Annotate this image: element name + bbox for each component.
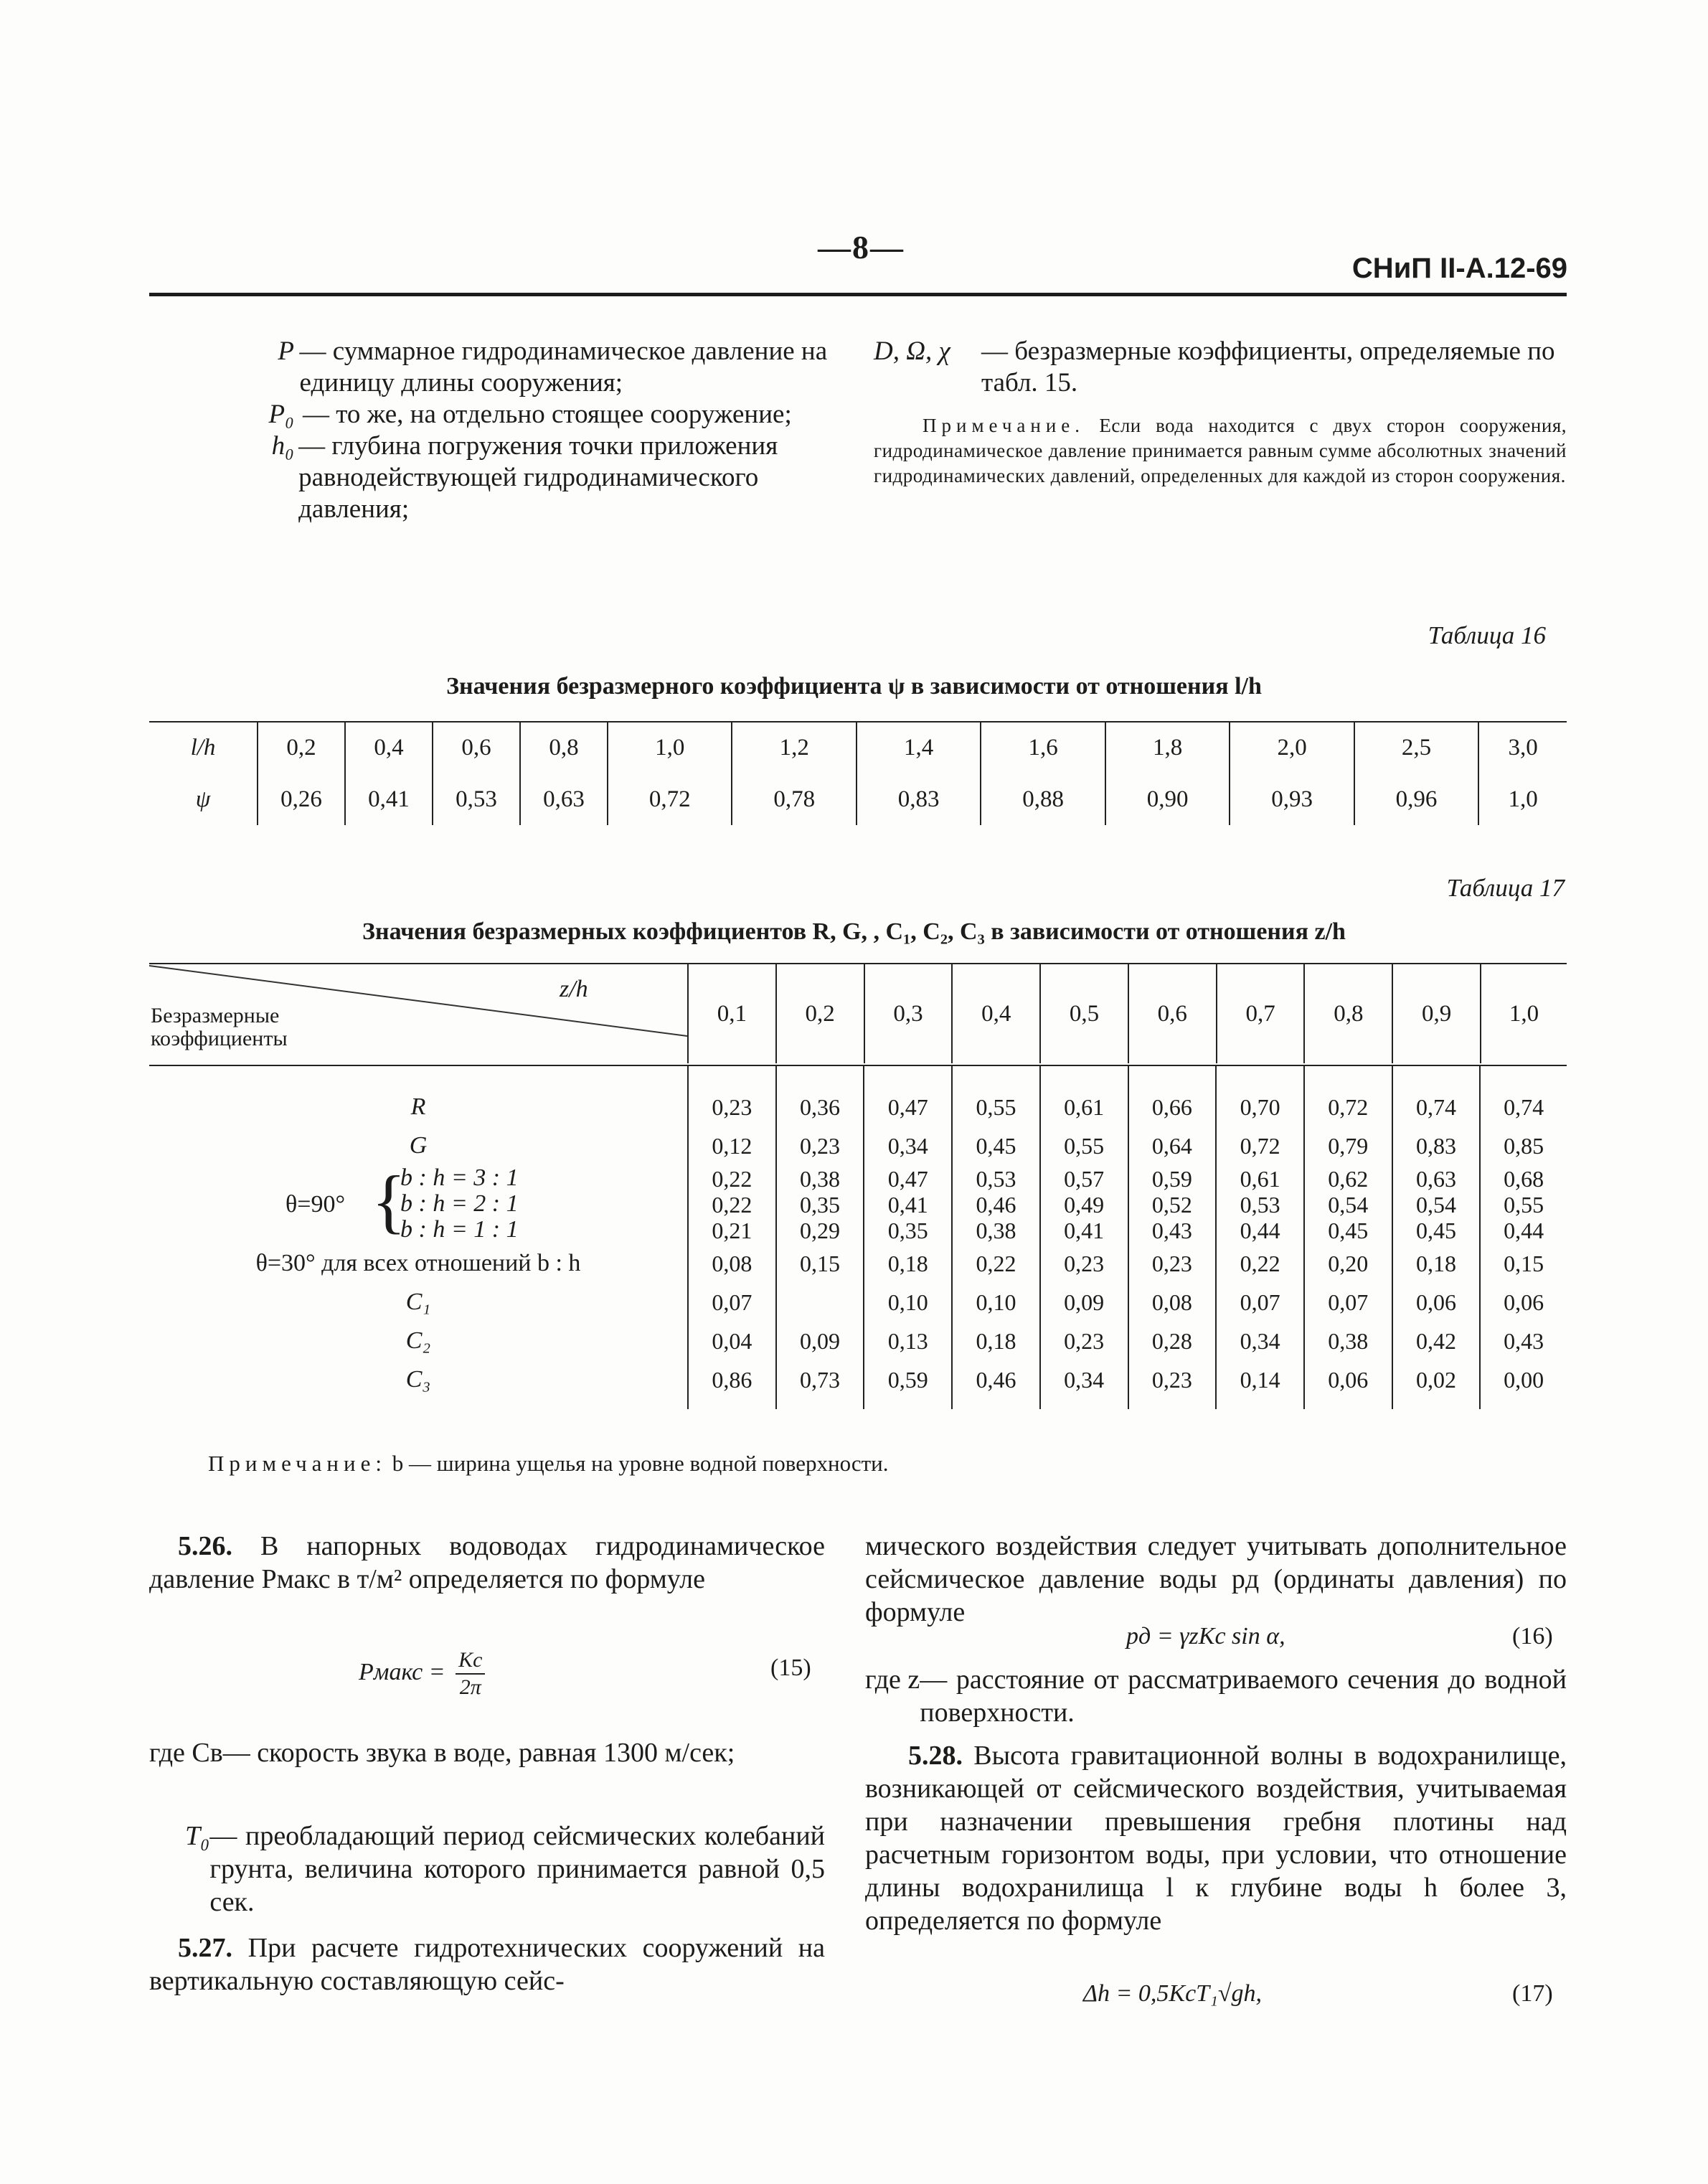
paragraph-5-27 [149,1931,825,1997]
table17-cell: 0,43 [1480,1322,1567,1360]
table17-cell-group: 0,68 0,55 0,44 [1480,1165,1567,1244]
section-number: 5.28. [908,1741,963,1771]
table16-cell: 0,78 [732,773,856,825]
table16-cell: 0,83 [857,773,981,825]
table17-brace: { [372,1161,406,1241]
table16-cell: 0,88 [981,773,1105,825]
definition-text: — глубина погружения точки приложения равнодействующей гидродинамического давления; [298,431,778,524]
table17-col-head: 0,6 [1128,964,1217,1063]
table17-row-heads [149,1088,687,1399]
table17-cell: 0,85 [1480,1126,1567,1165]
table17-cell: 0,45 [952,1126,1040,1165]
table17-body [687,1066,1567,1409]
page-number: —8— [818,229,905,265]
definition-text: — безразмерные коэффициенты, определяемые по табл. 15. [981,336,1555,397]
table16-cell: 1,8 [1105,722,1230,773]
equation-number-15: (15) [770,1655,811,1681]
table16-title: Значения безразмерного коэффициента ψ в зависимости от отношения l/h [446,673,1262,700]
table17-cell: 0,23 [1040,1244,1128,1283]
table17-col-head: 0,5 [1040,964,1128,1063]
definition-text: — то же, на отдельно стоящее сооружение; [303,400,792,429]
table17-cell: 0,83 [1392,1126,1481,1165]
table17-corner-bottom: Безразмерные коэффициенты [151,1004,288,1050]
table17-cell: 0,74 [1392,1088,1481,1126]
table17-col-head: 0,4 [952,964,1040,1063]
table17-cell: 0,34 [1216,1322,1304,1360]
table17-cell: 0,18 [864,1244,952,1283]
table17-cell-group: 0,62 0,54 0,45 [1304,1165,1392,1244]
table-row [688,1244,1567,1283]
table16-cell: 0,26 [258,773,345,825]
table17-cell: 0,55 [952,1088,1040,1126]
section-number: 5.27. [178,1933,232,1963]
paragraph-text: Высота гравитационной волны в водохранилище, возникающей от сейсмического воздействия, учитываемая при назначении превышения гребня плотины над расчетным горизонтом воды, при условии, что отношение длины водохранилища l к глубине воды h более 3, определяется по формуле [865,1741,1567,1936]
note-two-sides [874,413,1567,489]
table17-cell-group: 0,63 0,54 0,45 [1392,1165,1481,1244]
table17-cell: 0,23 [1128,1244,1217,1283]
paragraph-5-28 [865,1739,1567,1937]
table17-cell-group: 0,38 0,35 0,29 [776,1165,864,1244]
definition-symbol: где Cв [149,1738,223,1768]
document-code: СНиП II-А.12-69 [1351,253,1567,284]
table17-cell: 0,59 [864,1360,952,1399]
table17-cell-group: 0,61 0,53 0,44 [1216,1165,1304,1244]
table16-cell: 3,0 [1478,722,1567,773]
table17-cell: 0,09 [776,1322,864,1360]
table16-cell: 1,4 [857,722,981,773]
table16-cell: 0,90 [1105,773,1230,825]
table16-cell: 1,6 [981,722,1105,773]
table16 [149,721,1567,825]
table17-cell: 0,74 [1480,1088,1567,1126]
table17-theta90-subs [400,1165,519,1243]
table17-col-head: 0,1 [688,964,776,1063]
table17-cell: 0,02 [1392,1360,1481,1399]
definition-p [215,336,838,399]
table17-cell: 0,34 [864,1126,952,1165]
table16-cell: 1,0 [1478,773,1567,825]
definition-cv [149,1736,825,1769]
table17-col-head: 0,7 [1217,964,1305,1063]
paragraph-text: В напорных водоводах гидродинамическое давление Pмакс в т/м² определяется по формуле [149,1531,826,1594]
table16-cell: 2,0 [1230,722,1354,773]
definition-symbol: P₀ [268,400,294,429]
table17-cell-group: 0,47 0,41 0,35 [864,1165,952,1244]
table17-cell: 0,15 [776,1244,864,1283]
table17-sub-head: b : h = 3 : 1 [400,1164,519,1191]
table17-cell-group: 0,59 0,52 0,43 [1128,1165,1217,1244]
table17-cell-group: 0,53 0,46 0,38 [952,1165,1040,1244]
equation-number-17: (17) [1512,1980,1553,2007]
table17-cell: 0,23 [1040,1322,1128,1360]
table17-col-head: 0,3 [864,964,953,1063]
table17-cell: 0,22 [1216,1244,1304,1283]
table17-cell: 0,00 [1480,1360,1567,1399]
table16-cell: 1,2 [732,722,856,773]
table17-col-head: 0,8 [1304,964,1392,1063]
table17-cell: 0,23 [776,1126,864,1165]
table17-cell: 0,18 [952,1322,1040,1360]
table17-label: Таблица 17 [1446,874,1565,902]
table16-row-head: l/h [190,735,216,761]
definition-text: — преобладающий период сейсмических колебаний грунта, величина которого принимается равной 0,5 сек. [209,1821,826,1917]
formula-16: pд = γzKс sin α, [1126,1623,1285,1649]
formula-15 [359,1647,489,1700]
table17-col-head: 1,0 [1481,964,1567,1063]
definitions-right [874,336,1567,399]
table17-cell: 0,13 [864,1322,952,1360]
definition-text: — расстояние от рассматриваемого сечения до водной поверхности. [920,1665,1567,1728]
table17-row-head: θ=30° для всех отношений b : h [255,1250,581,1276]
table16-cell: 0,8 [520,722,608,773]
table16-cell: 0,93 [1230,773,1354,825]
definition-text: — скорость звука в воде, равная 1300 м/сек; [222,1738,735,1768]
table17-cell: 0,73 [776,1360,864,1399]
table17-cell: 0,10 [952,1283,1040,1322]
table16-cell: 0,6 [433,722,520,773]
section-number: 5.26. [178,1531,232,1561]
table-row [688,1283,1567,1322]
definition-symbol: T₀ [185,1821,210,1851]
table17-cell: 0,12 [688,1126,776,1165]
table16-cell: 0,41 [345,773,433,825]
definition-p0 [215,399,838,430]
table-row [688,1360,1567,1399]
table17-cell [776,1283,864,1322]
table17-row-head: C₁ [405,1289,431,1315]
table17-cell: 0,46 [952,1360,1040,1399]
table17-cell: 0,86 [688,1360,776,1399]
paragraph-5-27-continued: мического воздействия следует учитывать дополнительное сейсмическое давление воды pд (ординаты давления) по формуле [865,1531,1567,1627]
table17-cell: 0,66 [1128,1088,1217,1126]
table16-label: Таблица 16 [1428,621,1546,649]
table-row [149,722,1567,773]
definition-z [865,1663,1567,1729]
table17-cell: 0,08 [1128,1283,1217,1322]
table16-cell: 0,53 [433,773,520,825]
formula-fraction: Kс 2π [456,1647,485,1700]
table17-header [687,964,1567,1063]
table17-row-head: C₂ [405,1327,431,1354]
table16-row-head: ψ [195,786,211,812]
table17-row-head: R [410,1093,426,1120]
table17-cell: 0,61 [1040,1088,1128,1126]
definition-text: — суммарное гидродинамическое давление на единицу длины сооружения; [299,336,828,397]
table17-note [208,1451,889,1477]
note-text: Если вода находится с двух сторон сооружения, гидродинамическое давление принимается равным сумме абсолютных значений гидродинамических давлений, определенных для каждой из сторон сооружения. [874,415,1567,486]
table17-cell: 0,07 [688,1283,776,1322]
table17-title: Значения безразмерных коэффициентов R, G, , C₁, C₂, C₃ в зависимости от отношения z/h [362,918,1346,945]
table17-cell: 0,20 [1304,1244,1392,1283]
table17-col-head: 0,9 [1392,964,1481,1063]
table17-theta90-head: θ=90° [286,1191,346,1218]
table16-cell: 2,5 [1354,722,1478,773]
table16-cell: 0,2 [258,722,345,773]
table-row [688,1126,1567,1165]
table17-cell: 0,70 [1216,1088,1304,1126]
formula-lhs: Pмакс = [359,1658,445,1685]
table17-corner-top: z/h [560,976,588,1002]
table17-cell: 0,23 [688,1088,776,1126]
note-label: Примечание. [923,415,1085,436]
definition-symbol: P [278,336,294,366]
table17-row-head: G [409,1132,428,1159]
table-row [149,773,1567,825]
table17-sub-head: b : h = 1 : 1 [400,1216,519,1243]
table16-cell: 0,96 [1354,773,1478,825]
table-row [688,1165,1567,1244]
formula-17: Δh = 0,5KсT₁√gh, [1083,1980,1263,2007]
equation-number-16: (16) [1512,1623,1553,1649]
table-row [688,1399,1567,1409]
table17-cell: 0,22 [952,1244,1040,1283]
paragraph-text: При расчете гидротехнических сооружений на вертикальную составляющую сейс- [149,1933,825,1996]
table17-cell: 0,72 [1304,1088,1392,1126]
table17-cell: 0,06 [1304,1360,1392,1399]
table16-cell: 0,72 [608,773,732,825]
table17-cell: 0,79 [1304,1126,1392,1165]
table17-cell: 0,72 [1216,1126,1304,1165]
table-row [688,1066,1567,1088]
table17-cell: 0,07 [1216,1283,1304,1322]
table17-cell: 0,23 [1128,1360,1217,1399]
table17-cell: 0,15 [1480,1244,1567,1283]
table17-cell: 0,08 [688,1244,776,1283]
table17-row-head: C₃ [405,1366,431,1393]
definition-d-omega-chi [874,336,1567,399]
table17-cell-group: 0,57 0,49 0,41 [1040,1165,1128,1244]
table17-cell: 0,10 [864,1283,952,1322]
table17-cell: 0,14 [1216,1360,1304,1399]
table16-cell: 1,0 [608,722,732,773]
table17-cell: 0,64 [1128,1126,1217,1165]
table17-cell: 0,18 [1392,1244,1481,1283]
definition-h0 [215,430,838,525]
header-rule [149,293,1567,296]
table17-cell: 0,38 [1304,1322,1392,1360]
definitions-left [215,336,838,525]
table17-sub-head: b : h = 2 : 1 [400,1190,519,1217]
table17-cell: 0,07 [1304,1283,1392,1322]
table16-cell: 0,4 [345,722,433,773]
table-row [688,1088,1567,1126]
table17-cell: 0,04 [688,1322,776,1360]
table17-cell: 0,28 [1128,1322,1217,1360]
note-label: Примечание: [208,1451,387,1476]
table17-cell: 0,47 [864,1088,952,1126]
paragraph-5-26 [149,1530,825,1596]
table17-cell-group: 0,22 0,22 0,21 [688,1165,776,1244]
table17-col-head: 0,2 [776,964,864,1063]
note-text: b — ширина ущелья на уровне водной поверхности. [392,1451,889,1476]
table17-cell: 0,06 [1480,1283,1567,1322]
table17-cell: 0,06 [1392,1283,1481,1322]
table17-cell: 0,09 [1040,1283,1128,1322]
table17-cell: 0,34 [1040,1360,1128,1399]
definition-symbol: где z [865,1665,920,1695]
table17-cell: 0,55 [1040,1126,1128,1165]
table17-cell: 0,36 [776,1088,864,1126]
definition-symbol: D, Ω, χ [874,336,950,366]
table16-cell: 0,63 [520,773,608,825]
definition-t0 [185,1820,825,1919]
table17-theta90-group [149,1161,687,1244]
table17-cell: 0,42 [1392,1322,1481,1360]
definition-symbol: h₀ [271,431,294,461]
table-row [688,964,1567,1063]
table-row [688,1322,1567,1360]
